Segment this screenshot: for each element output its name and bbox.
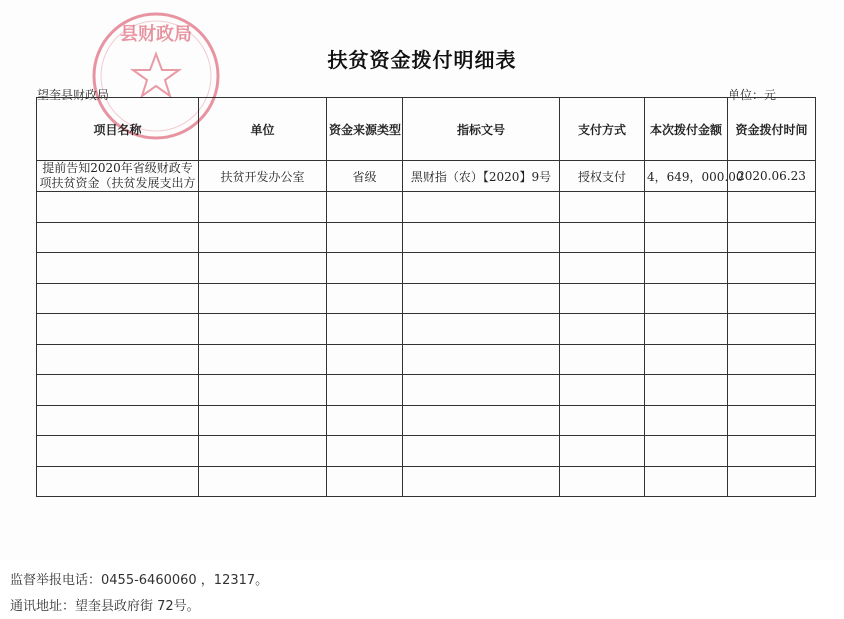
currency-unit: 单位：元 [728, 88, 777, 102]
document-title: 扶贫资金拨付明细表 [327, 48, 517, 72]
header-document-number: 指标文号 [403, 98, 560, 161]
empty-table-row [37, 436, 816, 467]
empty-table-row [37, 283, 816, 314]
allocation-table [36, 97, 816, 497]
issuer-name: 望奎县财政局 [37, 88, 110, 102]
table-header-row [37, 98, 816, 161]
header-fund-source: 资金来源类型 [327, 98, 403, 161]
empty-table-row [37, 222, 816, 253]
header-project-name: 项目名称 [37, 98, 199, 161]
table-row [37, 161, 816, 192]
empty-table-row [37, 253, 816, 284]
header-amount: 本次拨付金额 [645, 98, 728, 161]
empty-table-row [37, 375, 816, 406]
header-unit: 单位 [199, 98, 327, 161]
cell-fund-source: 省级 [327, 161, 403, 192]
header-payment-method: 支付方式 [560, 98, 645, 161]
empty-table-row [37, 192, 816, 223]
cell-allocation-date: 2020.06.23 [728, 161, 816, 192]
cell-payment-method: 授权支付 [560, 161, 645, 192]
empty-table-row [37, 314, 816, 345]
header-allocation-date: 资金拨付时间 [728, 98, 816, 161]
cell-amount: 4，649，000.00 [645, 161, 728, 192]
svg-text:县财政局: 县财政局 [120, 24, 192, 45]
supervision-hotline: 监督举报电话：0455-6460060 ，12317。 [10, 573, 269, 588]
mailing-address: 通讯地址：望奎县政府街 72号。 [10, 599, 200, 614]
empty-table-row [37, 344, 816, 375]
cell-project-name: 提前告知2020年省级财政专项扶贫资金（扶贫发展支出方 [37, 161, 199, 192]
empty-table-row [37, 405, 816, 436]
empty-table-row [37, 466, 816, 497]
cell-unit: 扶贫开发办公室 [199, 161, 327, 192]
cell-document-number: 黑财指（农）【2020】9号 [403, 161, 560, 192]
